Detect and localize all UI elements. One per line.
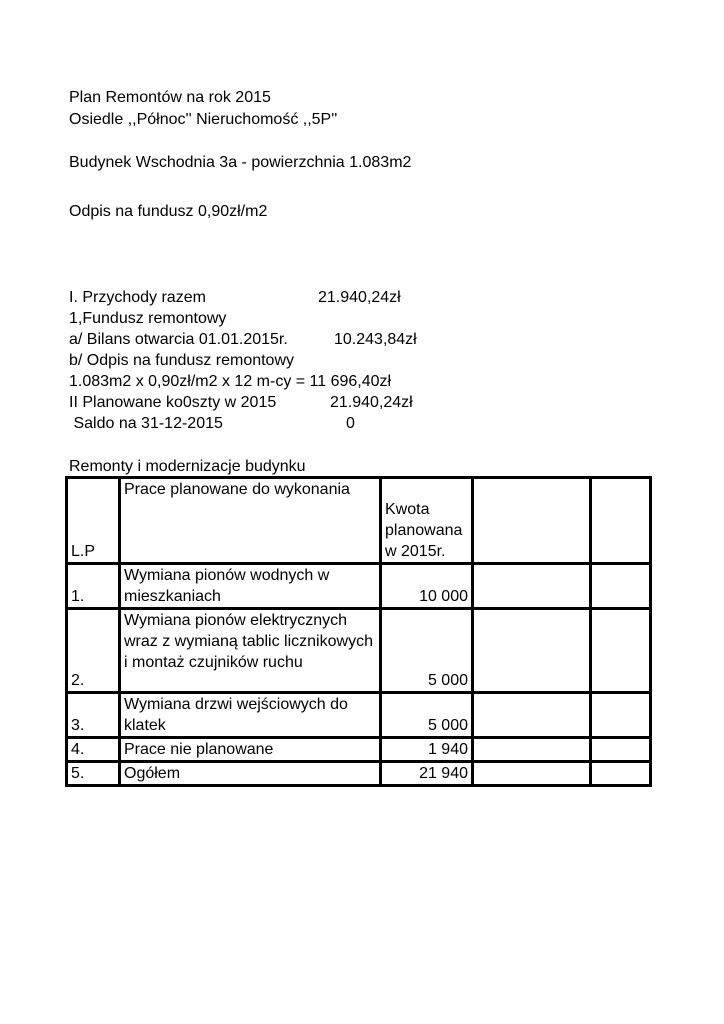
- row-lp: 4.: [67, 738, 120, 762]
- saldo-label: Saldo na 31-12-2015: [69, 415, 223, 432]
- row-work: Wymiana pionów elektrycznych wraz z wymianą tablic licznikowych i montaż czujników ruchu: [120, 609, 381, 693]
- row-amount: 5 000: [381, 609, 473, 693]
- row-work: Wymiana drzwi wejściowych do klatek: [120, 693, 381, 738]
- balance-label: a/ Bilans otwarcia 01.01.2015r.: [69, 331, 288, 348]
- repairs-table: [65, 476, 652, 787]
- header-lp: L.P: [67, 478, 120, 564]
- row-work: Ogółem: [120, 762, 381, 786]
- empty-cell: [473, 693, 591, 738]
- empty-cell: [473, 564, 591, 609]
- header-amount-line-2: planowana: [385, 522, 463, 539]
- header-amount: [381, 478, 473, 564]
- row-amount: 5 000: [381, 693, 473, 738]
- row-lp: 3.: [67, 693, 120, 738]
- empty-cell: [591, 478, 651, 564]
- empty-cell: [591, 609, 651, 693]
- row-lp: 1.: [67, 564, 120, 609]
- income-value: 21.940,24zł: [318, 289, 401, 306]
- odpis-label: b/ Odpis na fundusz remontowy: [69, 352, 295, 369]
- empty-cell: [473, 738, 591, 762]
- costs-label: II Planowane ko0szty w 2015: [69, 394, 277, 411]
- odpis-calculation: 1.083m2 x 0,90zł/m2 x 12 m-cy = 11 696,40zł: [69, 373, 392, 390]
- building-line: Budynek Wschodnia 3a - powierzchnia 1.083m2: [69, 154, 412, 171]
- row-lp: 5.: [67, 762, 120, 786]
- estate-line: Osiedle ,,Północ'' Nieruchomość ,,5P'': [69, 111, 338, 128]
- income-label: I. Przychody razem: [69, 289, 206, 306]
- table-row: [67, 738, 651, 762]
- table-row: [67, 564, 651, 609]
- row-amount: 21 940: [381, 762, 473, 786]
- balance-value: 10.243,84zł: [334, 331, 417, 348]
- fund-label: 1,Fundusz remontowy: [69, 310, 227, 327]
- table-header-row: [67, 478, 651, 564]
- empty-cell: [591, 693, 651, 738]
- costs-value: 21.940,24zł: [330, 394, 413, 411]
- row-work: Wymiana pionów wodnych w mieszkaniach: [120, 564, 381, 609]
- row-amount: 10 000: [381, 564, 473, 609]
- rate-line: Odpis na fundusz 0,90zł/m2: [69, 203, 268, 220]
- table-row: [67, 609, 651, 693]
- table-caption: Remonty i modernizacje budynku: [69, 458, 306, 475]
- saldo-value: 0: [346, 415, 355, 432]
- empty-cell: [591, 564, 651, 609]
- header-amount-line-1: Kwota: [385, 501, 430, 518]
- row-work: Prace nie planowane: [120, 738, 381, 762]
- empty-cell: [591, 762, 651, 786]
- empty-cell: [591, 738, 651, 762]
- document-title: Plan Remontów na rok 2015: [69, 89, 271, 106]
- row-amount: 1 940: [381, 738, 473, 762]
- header-work: Prace planowane do wykonania: [120, 478, 381, 564]
- empty-cell: [473, 609, 591, 693]
- table-row: [67, 762, 651, 786]
- empty-cell: [473, 478, 591, 564]
- row-lp: 2.: [67, 609, 120, 693]
- header-amount-line-3: w 2015r.: [385, 543, 446, 560]
- table-row: [67, 693, 651, 738]
- empty-cell: [473, 762, 591, 786]
